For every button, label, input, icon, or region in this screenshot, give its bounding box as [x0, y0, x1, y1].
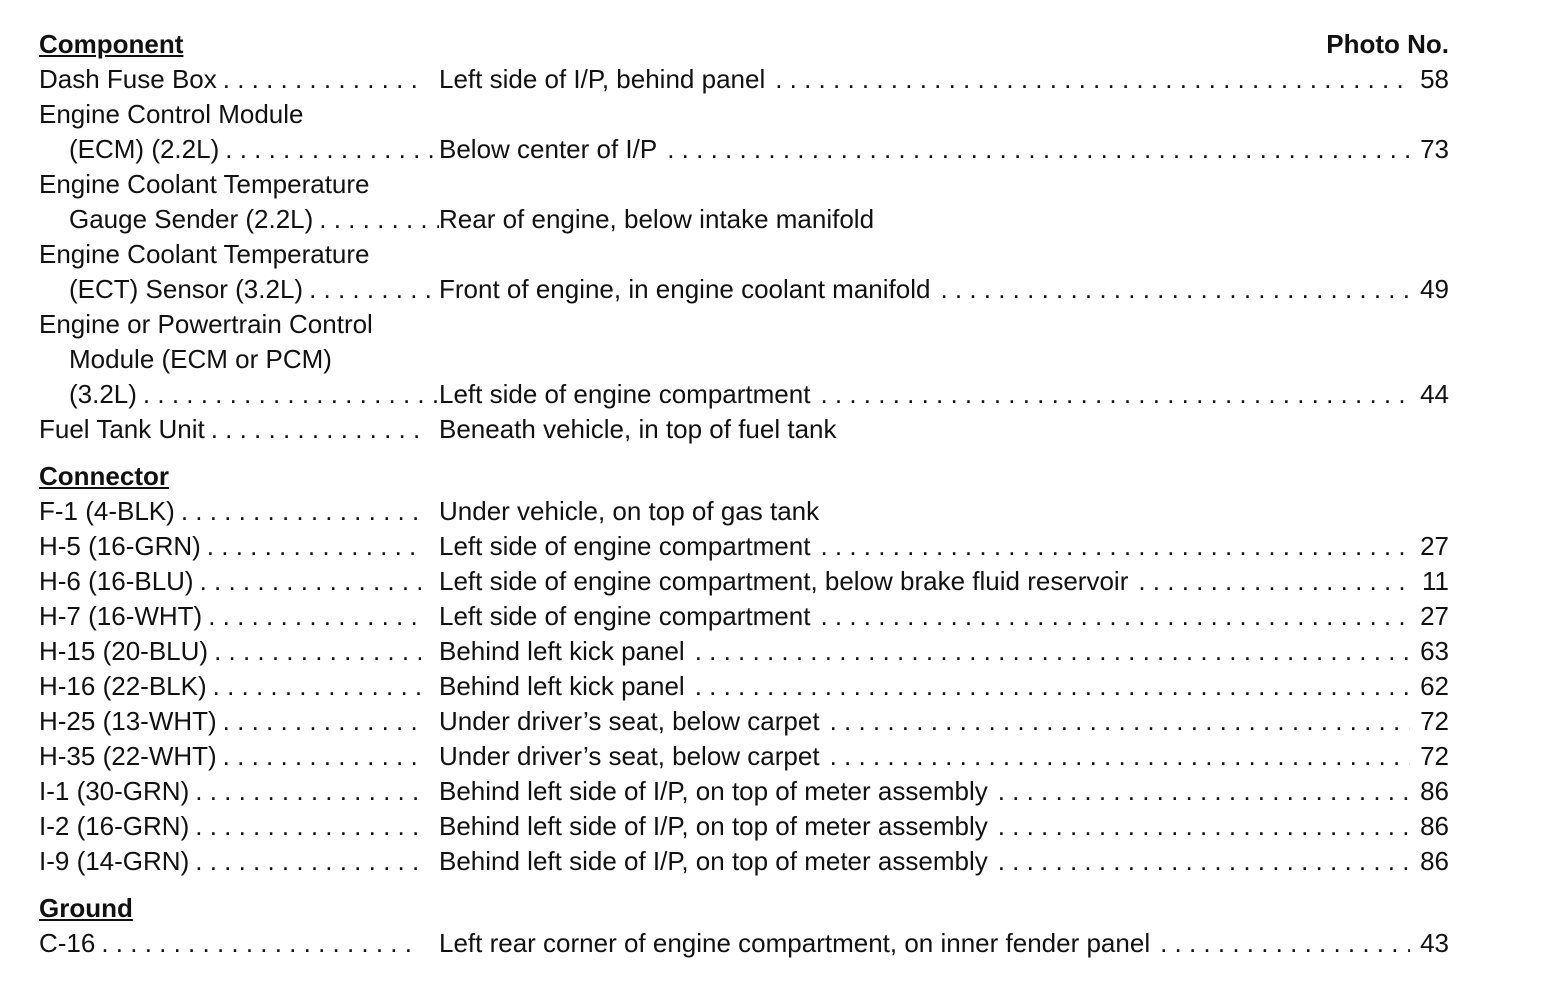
leader-dots — [667, 132, 1449, 167]
photo-number: 58 — [1410, 62, 1449, 97]
item-name-cell — [39, 377, 451, 412]
item-name-cell — [39, 926, 421, 961]
leader-dots — [1160, 926, 1449, 961]
location-cell — [439, 926, 1449, 961]
location-text: Under driver’s seat, below carpet — [439, 704, 830, 739]
leader-dots — [998, 844, 1449, 879]
item-name-cell — [39, 634, 421, 669]
location-cell — [439, 634, 1449, 669]
table-row — [39, 739, 1449, 774]
item-name: Module (ECM or PCM) — [69, 342, 338, 377]
location-text: Behind left side of I/P, on top of meter assembly — [439, 844, 998, 879]
table-row — [39, 809, 1449, 844]
leader-dots — [309, 272, 451, 307]
item-name: H-7 (16-WHT) — [39, 599, 208, 634]
item-name: I-2 (16-GRN) — [39, 809, 195, 844]
photo-no-heading: Photo No. — [1326, 29, 1449, 59]
location-cell — [439, 844, 1449, 879]
table-row — [39, 634, 1449, 669]
ground-heading: Ground — [39, 893, 133, 923]
leader-dots — [998, 809, 1449, 844]
leader-dots — [208, 599, 421, 634]
item-name-cell — [39, 809, 421, 844]
location-text: Rear of engine, below intake manifold — [439, 202, 884, 237]
table-row — [39, 704, 1449, 739]
table-row — [39, 62, 1449, 97]
table-row — [39, 167, 1449, 202]
location-cell — [439, 132, 1449, 167]
location-cell — [439, 564, 1449, 599]
leader-dots — [830, 704, 1449, 739]
item-name-cell — [39, 564, 421, 599]
component-heading: Component — [39, 29, 184, 59]
ground-list — [39, 926, 1449, 961]
table-row — [39, 669, 1449, 704]
item-name-cell — [39, 844, 421, 879]
leader-dots — [820, 377, 1449, 412]
item-name: H-16 (22-BLK) — [39, 669, 213, 704]
item-name: I-9 (14-GRN) — [39, 844, 195, 879]
item-name-cell — [39, 132, 451, 167]
photo-number: 86 — [1410, 774, 1449, 809]
leader-dots — [200, 564, 421, 599]
item-name-cell — [39, 62, 421, 97]
table-row — [39, 202, 1449, 237]
location-cell — [439, 529, 1449, 564]
leader-dots — [214, 634, 421, 669]
location-cell — [439, 599, 1449, 634]
component-location-table — [39, 27, 1449, 961]
location-text: Beneath vehicle, in top of fuel tank — [439, 412, 847, 447]
item-name: H-35 (22-WHT) — [39, 739, 223, 774]
item-name: Engine or Powertrain Control — [39, 307, 379, 342]
location-cell — [439, 272, 1449, 307]
location-text: Under vehicle, on top of gas tank — [439, 494, 829, 529]
location-text: Behind left kick panel — [439, 634, 695, 669]
location-text: Left side of engine compartment — [439, 599, 820, 634]
leader-dots — [195, 844, 421, 879]
item-name-cell — [39, 412, 421, 447]
item-name: H-5 (16-GRN) — [39, 529, 207, 564]
table-row — [39, 529, 1449, 564]
leader-dots — [207, 529, 421, 564]
location-text: Below center of I/P — [439, 132, 667, 167]
item-name: (ECT) Sensor (3.2L) — [69, 272, 309, 307]
item-name-cell — [39, 494, 421, 529]
item-name-cell — [39, 237, 421, 272]
leader-dots — [223, 62, 421, 97]
location-cell — [439, 774, 1449, 809]
item-name: Engine Coolant Temperature — [39, 167, 376, 202]
component-header-row — [39, 27, 1449, 62]
table-row — [39, 377, 1449, 412]
table-row — [39, 237, 1449, 272]
component-list — [39, 62, 1449, 447]
item-name: F-1 (4-BLK) — [39, 494, 181, 529]
item-name: H-6 (16-BLU) — [39, 564, 200, 599]
item-name-cell — [39, 342, 451, 377]
table-row — [39, 926, 1449, 961]
photo-number: 49 — [1410, 272, 1449, 307]
leader-dots — [820, 599, 1449, 634]
location-cell — [439, 739, 1449, 774]
location-text: Behind left kick panel — [439, 669, 695, 704]
leader-dots — [143, 377, 451, 412]
table-row — [39, 97, 1449, 132]
item-name: (ECM) (2.2L) — [69, 132, 225, 167]
leader-dots — [211, 412, 421, 447]
photo-number: 11 — [1412, 564, 1449, 599]
item-name-cell — [39, 202, 451, 237]
item-name: Engine Control Module — [39, 97, 310, 132]
item-name-cell — [39, 669, 421, 704]
location-text: Front of engine, in engine coolant manifold — [439, 272, 940, 307]
table-row — [39, 132, 1449, 167]
table-row — [39, 564, 1449, 599]
item-name-cell — [39, 97, 421, 132]
table-row — [39, 307, 1449, 342]
connector-list — [39, 494, 1449, 879]
item-name-cell — [39, 599, 421, 634]
photo-number: 27 — [1410, 599, 1449, 634]
item-name-cell — [39, 704, 421, 739]
leader-dots — [223, 739, 421, 774]
item-name: Fuel Tank Unit — [39, 412, 211, 447]
leader-dots — [940, 272, 1449, 307]
table-row — [39, 272, 1449, 307]
location-text: Behind left side of I/P, on top of meter assembly — [439, 809, 998, 844]
item-name: Engine Coolant Temperature — [39, 237, 376, 272]
leader-dots — [695, 634, 1449, 669]
table-row — [39, 342, 1449, 377]
leader-dots — [820, 529, 1449, 564]
photo-number: 63 — [1410, 634, 1449, 669]
leader-dots — [225, 132, 451, 167]
item-name: C-16 — [39, 926, 101, 961]
photo-number: 43 — [1410, 926, 1449, 961]
location-text: Left side of engine compartment, below brake fluid reservoir — [439, 564, 1138, 599]
leader-dots — [213, 669, 421, 704]
item-name: H-15 (20-BLU) — [39, 634, 214, 669]
leader-dots — [181, 494, 421, 529]
location-text: Left side of engine compartment — [439, 377, 820, 412]
photo-number: 86 — [1410, 844, 1449, 879]
location-cell — [439, 62, 1449, 97]
leader-dots — [223, 704, 421, 739]
item-name-cell — [39, 739, 421, 774]
photo-number: 27 — [1410, 529, 1449, 564]
location-text: Under driver’s seat, below carpet — [439, 739, 830, 774]
photo-number: 44 — [1410, 377, 1449, 412]
location-text: Behind left side of I/P, on top of meter assembly — [439, 774, 998, 809]
leader-dots — [775, 62, 1449, 97]
leader-dots — [195, 774, 421, 809]
leader-dots — [195, 809, 421, 844]
table-row — [39, 844, 1449, 879]
photo-number: 62 — [1410, 669, 1449, 704]
location-cell — [439, 494, 1449, 529]
table-row — [39, 599, 1449, 634]
leader-dots — [998, 774, 1449, 809]
item-name-cell — [39, 529, 421, 564]
leader-dots — [319, 202, 451, 237]
item-name: Gauge Sender (2.2L) — [69, 202, 319, 237]
connector-heading: Connector — [39, 461, 169, 491]
item-name: Dash Fuse Box — [39, 62, 223, 97]
location-cell — [439, 377, 1449, 412]
location-text: Left side of engine compartment — [439, 529, 820, 564]
location-cell — [439, 412, 1449, 447]
location-cell — [439, 704, 1449, 739]
leader-dots — [101, 926, 421, 961]
photo-number: 72 — [1410, 704, 1449, 739]
location-text: Left rear corner of engine compartment, on inner fender panel — [439, 926, 1160, 961]
item-name: H-25 (13-WHT) — [39, 704, 223, 739]
photo-number: 72 — [1410, 739, 1449, 774]
location-cell — [439, 202, 1449, 237]
location-text: Left side of I/P, behind panel — [439, 62, 775, 97]
table-row — [39, 412, 1449, 447]
photo-number: 86 — [1410, 809, 1449, 844]
item-name-cell — [39, 774, 421, 809]
table-row — [39, 494, 1449, 529]
location-cell — [439, 669, 1449, 704]
item-name: (3.2L) — [69, 377, 143, 412]
leader-dots — [1138, 564, 1449, 599]
location-cell — [439, 809, 1449, 844]
item-name-cell — [39, 307, 421, 342]
item-name-cell — [39, 167, 421, 202]
photo-number: 73 — [1410, 132, 1449, 167]
leader-dots — [830, 739, 1449, 774]
item-name: I-1 (30-GRN) — [39, 774, 195, 809]
table-row — [39, 774, 1449, 809]
item-name-cell — [39, 272, 451, 307]
leader-dots — [695, 669, 1449, 704]
